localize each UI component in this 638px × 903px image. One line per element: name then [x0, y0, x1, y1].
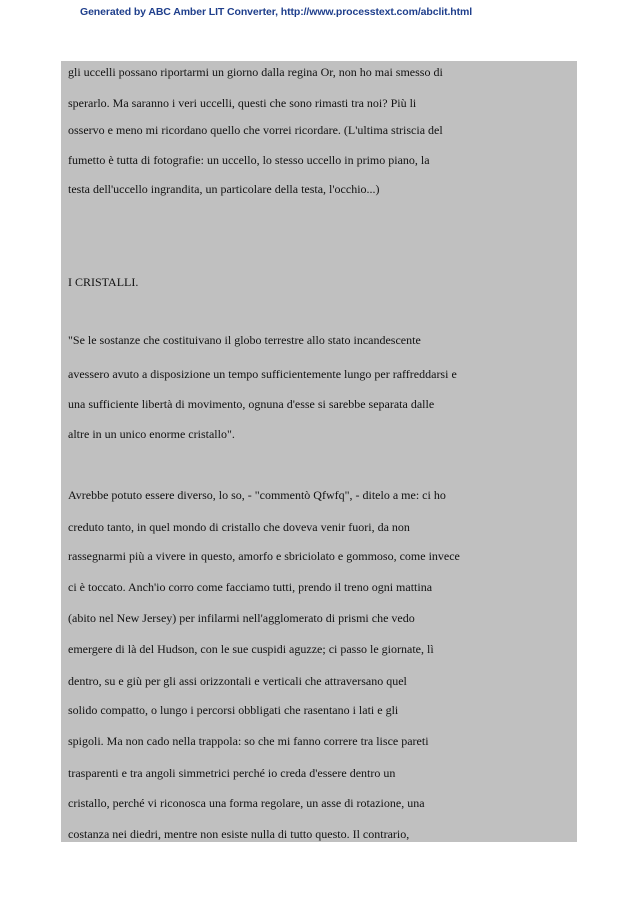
- text-line: sperarlo. Ma saranno i veri uccelli, questi che sono rimasti tra noi? Più li: [68, 96, 417, 110]
- text-line: creduto tanto, in quel mondo di cristallo che doveva venir fuori, da non: [68, 520, 410, 534]
- section-heading: I CRISTALLI.: [68, 275, 139, 289]
- text-line: Avrebbe potuto essere diverso, lo so, - "commentò Qfwfq", - ditelo a me: ci ho: [68, 488, 446, 502]
- text-line: solido compatto, o lungo i percorsi obbligati che rasentano i lati e gli: [68, 703, 399, 717]
- text-line: trasparenti e tra angoli simmetrici perché io creda d'essere dentro un: [68, 766, 396, 780]
- text-line: gli uccelli possano riportarmi un giorno dalla regina Or, non ho mai smesso di: [68, 65, 443, 79]
- document-text-block: [61, 61, 577, 842]
- generator-header: Generated by ABC Amber LIT Converter, http://www.processtext.com/abclit.html: [80, 6, 473, 18]
- text-line: cristallo, perché vi riconosca una forma regolare, un asse di rotazione, una: [68, 796, 425, 810]
- text-line: emergere di là del Hudson, con le sue cuspidi aguzze; ci passo le giornate, lì: [68, 642, 434, 656]
- text-line: ci è toccato. Anch'io corro come facciamo tutti, prendo il treno ogni mattina: [68, 580, 433, 594]
- text-line: testa dell'uccello ingrandita, un particolare della testa, l'occhio...): [68, 182, 380, 196]
- text-line: osservo e meno mi ricordano quello che vorrei ricordare. (L'ultima striscia del: [68, 123, 443, 137]
- text-line: "Se le sostanze che costituivano il globo terrestre allo stato incandescente: [68, 333, 421, 347]
- text-line: costanza nei diedri, mentre non esiste nulla di tutto questo. Il contrario,: [68, 827, 410, 841]
- text-line: una sufficiente libertà di movimento, ognuna d'esse si sarebbe separata dalle: [68, 397, 435, 411]
- text-line: spigoli. Ma non cado nella trappola: so che mi fanno correre tra lisce pareti: [68, 734, 429, 748]
- text-line: rassegnarmi più a vivere in questo, amorfo e sbriciolato e gommoso, come invece: [68, 549, 460, 563]
- text-line: dentro, su e giù per gli assi orizzontali e verticali che attraversano quel: [68, 674, 407, 688]
- text-line: (abito nel New Jersey) per infilarmi nell'agglomerato di prismi che vedo: [68, 611, 415, 625]
- text-line: altre in un unico enorme cristallo".: [68, 427, 235, 441]
- text-line: avessero avuto a disposizione un tempo sufficientemente lungo per raffreddarsi e: [68, 367, 457, 381]
- text-line: fumetto è tutta di fotografie: un uccello, lo stesso uccello in primo piano, la: [68, 153, 430, 167]
